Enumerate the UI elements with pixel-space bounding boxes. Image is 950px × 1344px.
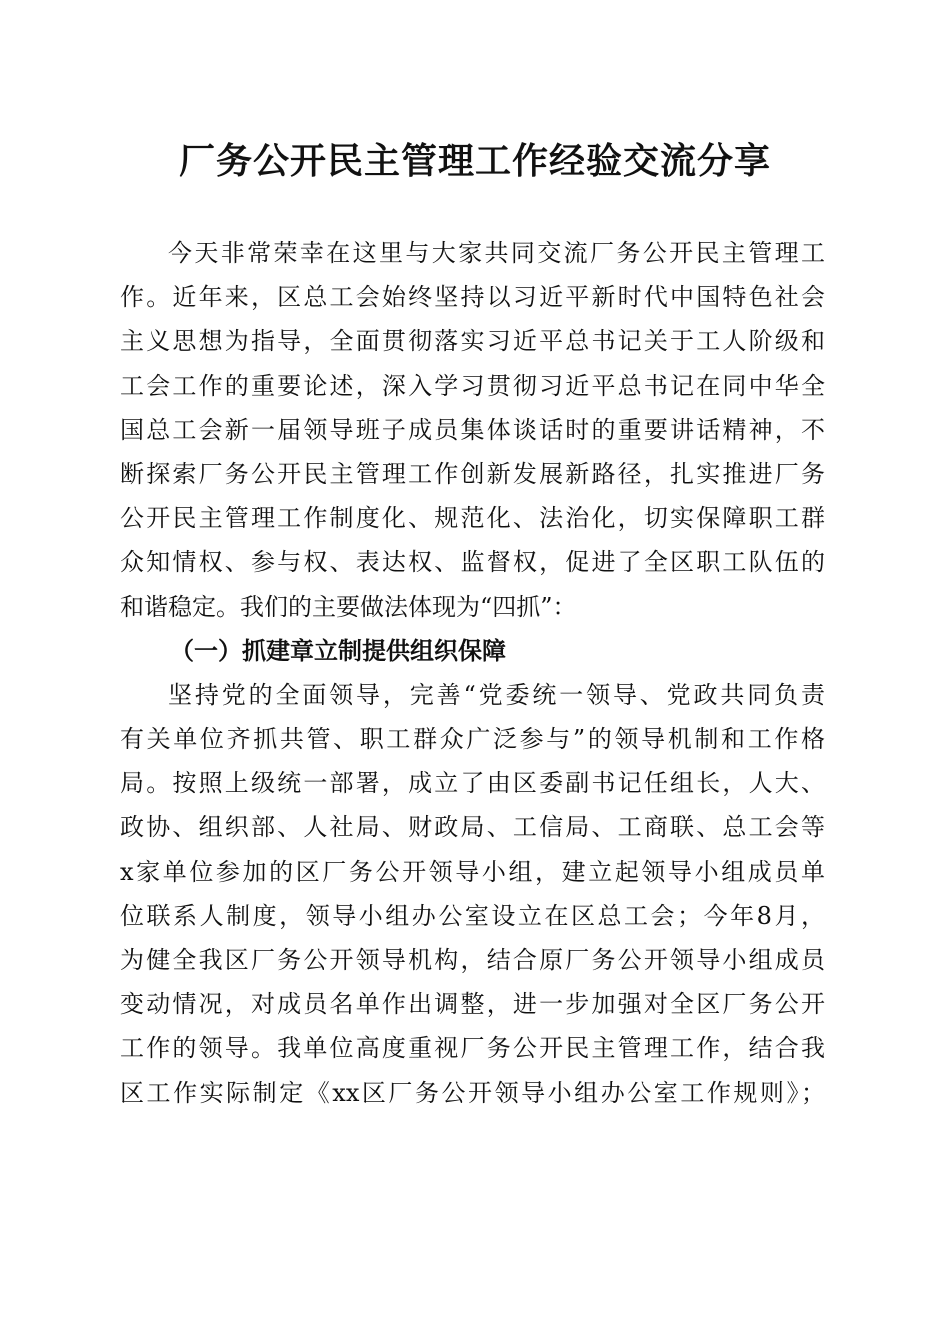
paragraph-line: 今天非常荣幸在这里与大家共同交流厂务公开民主管理工 — [168, 239, 825, 267]
paragraph-line: 区工作实际制定《xx区厂务公开领导小组办公室工作规则》； — [120, 1078, 825, 1107]
paragraph-line: x家单位参加的区厂务公开领导小组，建立起领导小组成员单 — [120, 857, 825, 886]
paragraph-line: 主义思想为指导，全面贯彻落实习近平总书记关于工人阶级和 — [120, 327, 825, 356]
paragraph-line: 国总工会新一届领导班子成员集体谈话时的重要讲话精神，不 — [120, 415, 825, 444]
paragraph-line: 局。按照上级统一部署，成立了由区委副书记任组长，人大、 — [120, 769, 825, 798]
paragraph-line: 和谐稳定。我们的主要做法体现为“四抓”： — [120, 592, 577, 621]
paragraph-line: 政协、组织部、人社局、财政局、工信局、工商联、总工会等 — [120, 813, 825, 842]
paragraph-line: 断探索厂务公开民主管理工作创新发展新路径，扎实推进厂务 — [120, 459, 825, 488]
paragraph-line: 公开民主管理工作制度化、规范化、法治化，切实保障职工群 — [120, 504, 825, 533]
paragraph-line: 位联系人制度，领导小组办公室设立在区总工会；今年8月， — [120, 901, 825, 930]
document-title: 厂务公开民主管理工作经验交流分享 — [178, 140, 771, 182]
paragraph-line: 作。近年来，区总工会始终坚持以习近平新时代中国特色社会 — [120, 283, 825, 312]
paragraph-line: 坚持党的全面领导，完善“党委统一领导、党政共同负责 — [168, 680, 825, 709]
paragraph-line: 有关单位齐抓共管、职工群众广泛参与”的领导机制和工作格 — [120, 725, 825, 754]
document-body — [120, 231, 825, 1115]
paragraph-line: 众知情权、参与权、表达权、监督权，促进了全区职工队伍的 — [120, 548, 825, 577]
paragraph-line: 变动情况，对成员名单作出调整，进一步加强对全区厂务公开 — [120, 990, 825, 1019]
paragraph-line: 为健全我区厂务公开领导机构，结合原厂务公开领导小组成员 — [120, 946, 825, 974]
paragraph-line: 工会工作的重要论述，深入学习贯彻习近平总书记在同中华全 — [120, 371, 825, 400]
section-heading: （一）抓建章立制提供组织保障 — [170, 635, 506, 665]
paragraph-line: 工作的领导。我单位高度重视厂务公开民主管理工作，结合我 — [120, 1034, 825, 1063]
